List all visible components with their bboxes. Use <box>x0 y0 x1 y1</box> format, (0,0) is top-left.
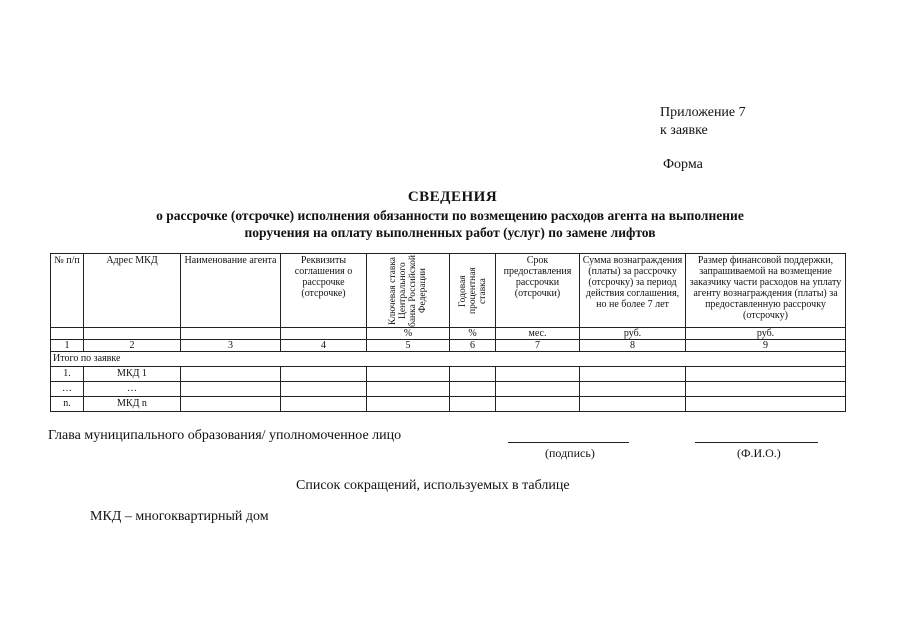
empty-cell <box>450 397 496 412</box>
column-number: 6 <box>450 340 496 352</box>
row-address: МКД 1 <box>84 367 181 382</box>
header-support-amount: Размер финансовой поддержки, запрашиваемой на возмещение заказчику части расходов на уплату агенту вознаграждения (платы) за предоставленную рассрочку (отсрочку) <box>686 254 846 328</box>
unit-cell: мес. <box>496 328 580 340</box>
column-number: 8 <box>580 340 686 352</box>
subtitle-line-1: о рассрочке (отсрочке) исполнения обязанности по возмещению расходов агента на выполнение <box>156 208 744 223</box>
unit-cell: % <box>367 328 450 340</box>
table-row <box>51 367 846 382</box>
abbreviation-item: МКД – многоквартирный дом <box>90 509 269 524</box>
column-number: 5 <box>367 340 450 352</box>
unit-cell <box>281 328 367 340</box>
table-row <box>51 382 846 397</box>
header-annual-rate <box>450 254 496 328</box>
empty-cell <box>686 367 846 382</box>
header-fee-amount: Сумма вознаграждения (платы) за рассрочку (отсрочку) за период действия соглашения, но не более 7 лет <box>580 254 686 328</box>
name-caption: (Ф.И.О.) <box>737 446 781 460</box>
empty-cell <box>181 382 281 397</box>
empty-cell <box>450 382 496 397</box>
empty-cell <box>181 367 281 382</box>
signatory-label: Глава муниципального образования/ уполномоченное лицо <box>48 428 402 443</box>
document-title: СВЕДЕНИЯ <box>407 189 498 205</box>
row-address: … <box>84 382 181 397</box>
column-numbers-row <box>51 340 846 352</box>
units-row <box>51 328 846 340</box>
empty-cell <box>580 382 686 397</box>
empty-cell <box>686 397 846 412</box>
annex-number: Приложение 7 <box>660 105 746 120</box>
header-agreement-details: Реквизиты соглашения о рассрочке (отсрочке) <box>281 254 367 328</box>
header-row <box>51 254 846 328</box>
total-label: Итого по заявке <box>51 352 846 367</box>
column-number: 3 <box>181 340 281 352</box>
empty-cell <box>580 367 686 382</box>
header-key-rate-text: Ключевая ставка Центрального банка Российской Федерации <box>388 254 428 327</box>
empty-cell <box>367 397 450 412</box>
column-number: 2 <box>84 340 181 352</box>
header-annual-rate-text: Годовая процентная ставка <box>457 267 488 314</box>
empty-cell <box>686 382 846 397</box>
row-number: … <box>51 382 84 397</box>
empty-cell <box>181 397 281 412</box>
document-subtitle <box>90 207 810 241</box>
annex-block <box>660 104 746 140</box>
empty-cell <box>281 367 367 382</box>
header-term: Срок предоставления рассрочки (отсрочки) <box>496 254 580 328</box>
subtitle-line-2: поручения на оплату выполненных работ (услуг) по замене лифтов <box>244 225 656 240</box>
column-number: 4 <box>281 340 367 352</box>
empty-cell <box>450 367 496 382</box>
total-row <box>51 352 846 367</box>
unit-cell: руб. <box>686 328 846 340</box>
row-number: n. <box>51 397 84 412</box>
unit-cell: % <box>450 328 496 340</box>
column-number: 1 <box>51 340 84 352</box>
header-key-rate <box>367 254 450 328</box>
installment-table <box>50 253 846 412</box>
empty-cell <box>281 397 367 412</box>
column-number: 7 <box>496 340 580 352</box>
empty-cell <box>496 382 580 397</box>
empty-cell <box>496 397 580 412</box>
column-number: 9 <box>686 340 846 352</box>
unit-cell <box>84 328 181 340</box>
signature-caption: (подпись) <box>545 446 595 460</box>
empty-cell <box>580 397 686 412</box>
unit-cell <box>181 328 281 340</box>
annex-reference: к заявке <box>660 123 708 138</box>
name-line <box>695 442 818 443</box>
table-row <box>51 397 846 412</box>
empty-cell <box>367 382 450 397</box>
signature-line <box>508 442 629 443</box>
row-address: МКД n <box>84 397 181 412</box>
header-number: № п/п <box>51 254 84 328</box>
empty-cell <box>367 367 450 382</box>
unit-cell <box>51 328 84 340</box>
abbreviations-title: Список сокращений, используемых в таблице <box>296 478 570 493</box>
empty-cell <box>281 382 367 397</box>
header-address: Адрес МКД <box>84 254 181 328</box>
row-number: 1. <box>51 367 84 382</box>
form-label: Форма <box>663 157 703 172</box>
header-agent-name: Наименование агента <box>181 254 281 328</box>
empty-cell <box>496 367 580 382</box>
unit-cell: руб. <box>580 328 686 340</box>
